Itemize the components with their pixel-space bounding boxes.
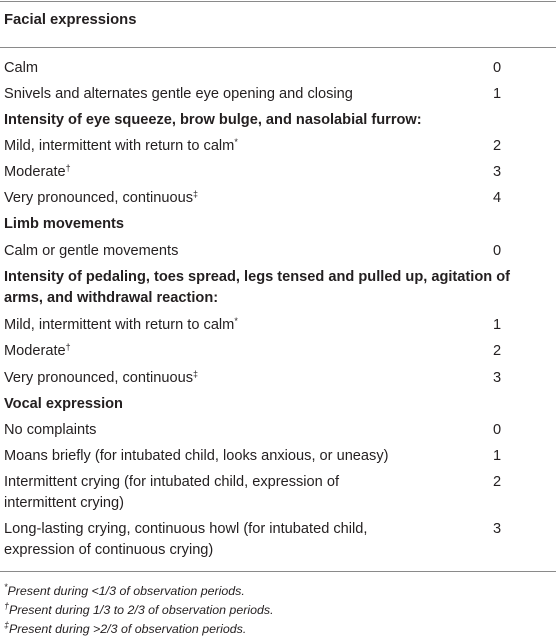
row-label: Calm or gentle movements <box>4 243 179 259</box>
row-score: 4 <box>493 190 502 206</box>
table-header: Facial expressions <box>4 12 137 28</box>
footnote-mark: ‡ <box>193 369 199 379</box>
footnote-mark: ‡ <box>193 189 199 199</box>
row-score: 2 <box>493 138 502 154</box>
footnote-mark: * <box>234 316 238 326</box>
row-score: 1 <box>493 448 502 464</box>
row-label: Long-lasting crying, continuous howl (for intubated child, expression of continuous crying) <box>4 521 368 558</box>
row-score: 0 <box>493 422 502 438</box>
row-label: Moderate† <box>4 342 71 359</box>
footnote-mark: ‡ <box>4 620 10 630</box>
row-score: 0 <box>493 243 502 259</box>
row-label: Moans briefly (for intubated child, looks anxious, or uneasy) <box>4 448 389 464</box>
footnote-mark: † <box>4 601 10 611</box>
section-label: Intensity of eye squeeze, brow bulge, and nasolabial furrow: <box>4 112 422 128</box>
row-label: Intermittent crying (for intubated child, expression of intermittent crying) <box>4 474 340 511</box>
footnote: ‡Present during >2/3 of observation periods. <box>4 620 247 636</box>
table-bottom-rule <box>0 571 556 572</box>
footnote-mark: * <box>4 582 8 592</box>
footnote-mark: † <box>65 342 71 352</box>
row-label: Very pronounced, continuous‡ <box>4 189 199 206</box>
row-score: 2 <box>493 474 502 490</box>
row-score: 3 <box>493 164 502 180</box>
row-label: Calm <box>4 60 39 76</box>
row-label: Moderate† <box>4 163 71 180</box>
row-label: Mild, intermittent with return to calm* <box>4 316 238 333</box>
row-score: 0 <box>493 60 502 76</box>
row-score: 3 <box>493 521 502 537</box>
footnote-mark: † <box>65 163 71 173</box>
footnote: *Present during <1/3 of observation periods. <box>4 582 245 598</box>
row-label: No complaints <box>4 422 97 438</box>
section-label: Limb movements <box>4 216 125 232</box>
footnote: †Present during 1/3 to 2/3 of observation periods. <box>4 601 274 617</box>
table-top-rule <box>0 1 556 2</box>
row-score: 2 <box>493 343 502 359</box>
row-label: Very pronounced, continuous‡ <box>4 369 199 386</box>
row-score: 1 <box>493 317 502 333</box>
row-score: 1 <box>493 86 502 102</box>
row-label: Mild, intermittent with return to calm* <box>4 137 238 154</box>
row-score: 3 <box>493 370 502 386</box>
section-label: Intensity of pedaling, toes spread, legs tensed and pulled up, agitation of arms, and withdrawal reaction: <box>4 269 510 306</box>
table-header-rule <box>0 47 556 48</box>
row-label: Snivels and alternates gentle eye opening and closing <box>4 86 353 102</box>
section-label: Vocal expression <box>4 396 123 412</box>
footnote-mark: * <box>234 137 238 147</box>
